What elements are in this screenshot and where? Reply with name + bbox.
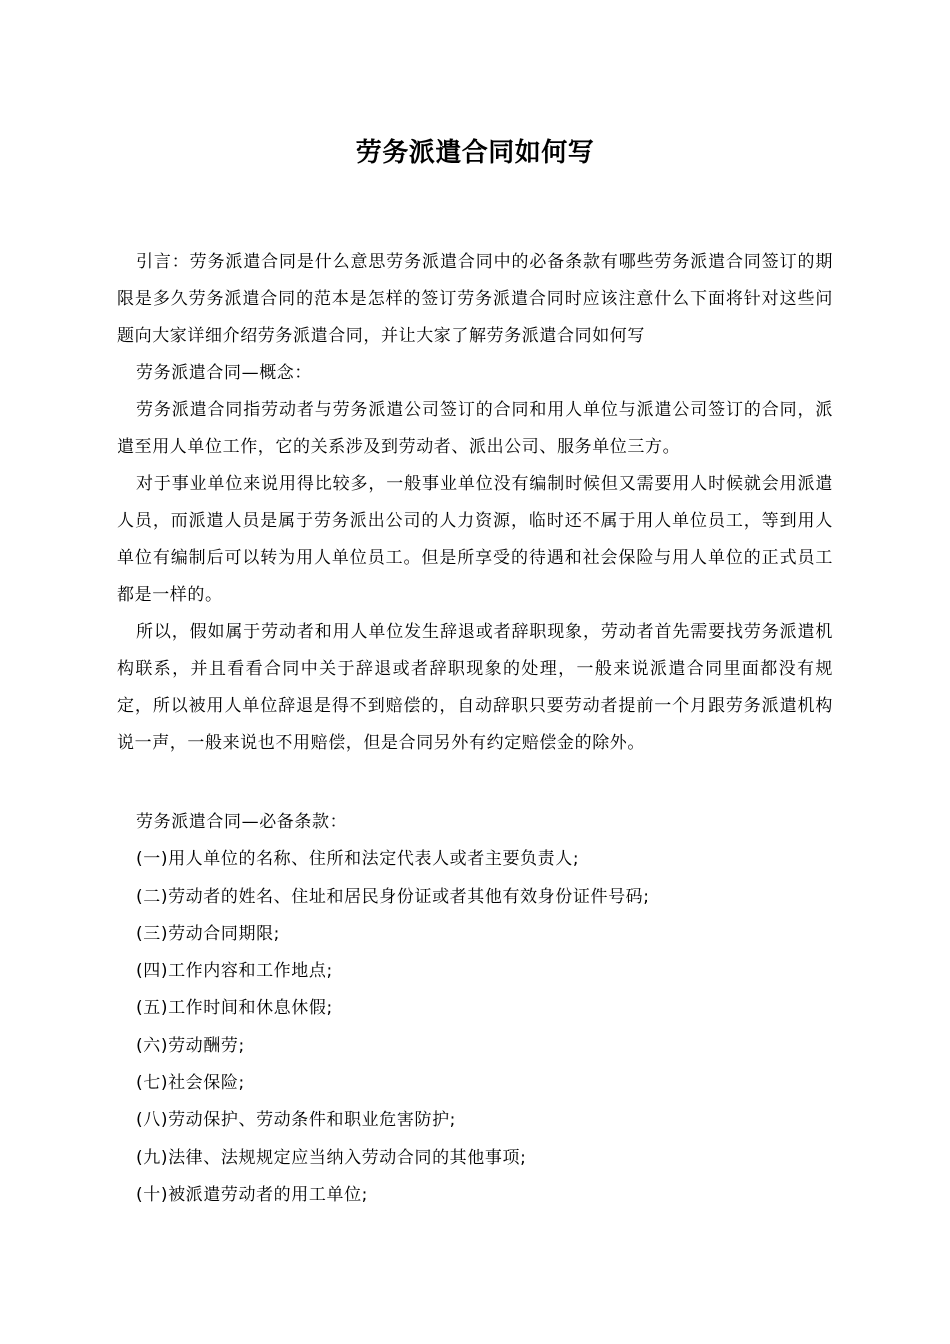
clause-item: (二)劳动者的姓名、住址和居民身份证或者其他有效身份证件号码; [136, 886, 650, 907]
section-heading: 劳务派遣合同—必备条款： [136, 812, 348, 832]
paragraph-concept: 劳务派遣合同指劳动者与劳务派遣公司签订的合同和用人单位与派遣公司签订的合同，派遣至用人单位工作，它的关系涉及到劳动者、派出公司、服务单位三方。 [117, 400, 833, 457]
paragraph-concept-heading: 劳务派遣合同—概念： [136, 363, 312, 383]
clause-item: (五)工作时间和休息休假; [136, 998, 333, 1019]
clause-item: (八)劳动保护、劳动条件和职业危害防护; [136, 1110, 456, 1131]
clause-item: (九)法律、法规规定应当纳入劳动合同的其他事项; [136, 1147, 527, 1168]
paragraph-dismissal: 所以，假如属于劳动者和用人单位发生辞退或者辞职现象，劳动者首先需要找劳务派遣机构联系，并且看看合同中关于辞退或者辞职现象的处理，一般来说派遣合同里面都没有规定，所以被用人单位辞退是得不到赔偿的，自动辞职只要劳动者提前一个月跟劳务派遣机构说一声，一般来说也不用赔偿，但是合同另外有约定赔偿金的除外。 [117, 622, 833, 753]
document-body [117, 244, 833, 762]
clause-item: (一)用人单位的名称、住所和法定代表人或者主要负责人; [136, 849, 580, 870]
clause-item: (六)劳动酬劳; [136, 1035, 245, 1056]
clause-item: (十)被派遣劳动者的用工单位; [136, 1184, 368, 1205]
clause-item: (三)劳动合同期限; [136, 923, 280, 944]
paragraph-public-institutions: 对于事业单位来说用得比较多，一般事业单位没有编制时候但又需要用人时候就会用派遣人员，而派遣人员是属于劳务派出公司的人力资源，临时还不属于用人单位员工，等到用人单位有编制后可以转为用人单位员工。但是所享受的待遇和社会保险与用人单位的正式员工都是一样的。 [117, 474, 833, 605]
document-title: 劳务派遣合同如何写 [355, 138, 595, 168]
clause-item: (七)社会保险; [136, 1073, 245, 1094]
required-clauses-section [117, 804, 833, 1214]
clause-item: (四)工作内容和工作地点; [136, 961, 333, 982]
paragraph-intro: 引言：劳务派遣合同是什么意思劳务派遣合同中的必备条款有哪些劳务派遣合同签订的期限是多久劳务派遣合同的范本是怎样的签订劳务派遣合同时应该注意什么下面将针对这些问题向大家详细介绍劳务派遣合同，并让大家了解劳务派遣合同如何写 [117, 252, 833, 346]
